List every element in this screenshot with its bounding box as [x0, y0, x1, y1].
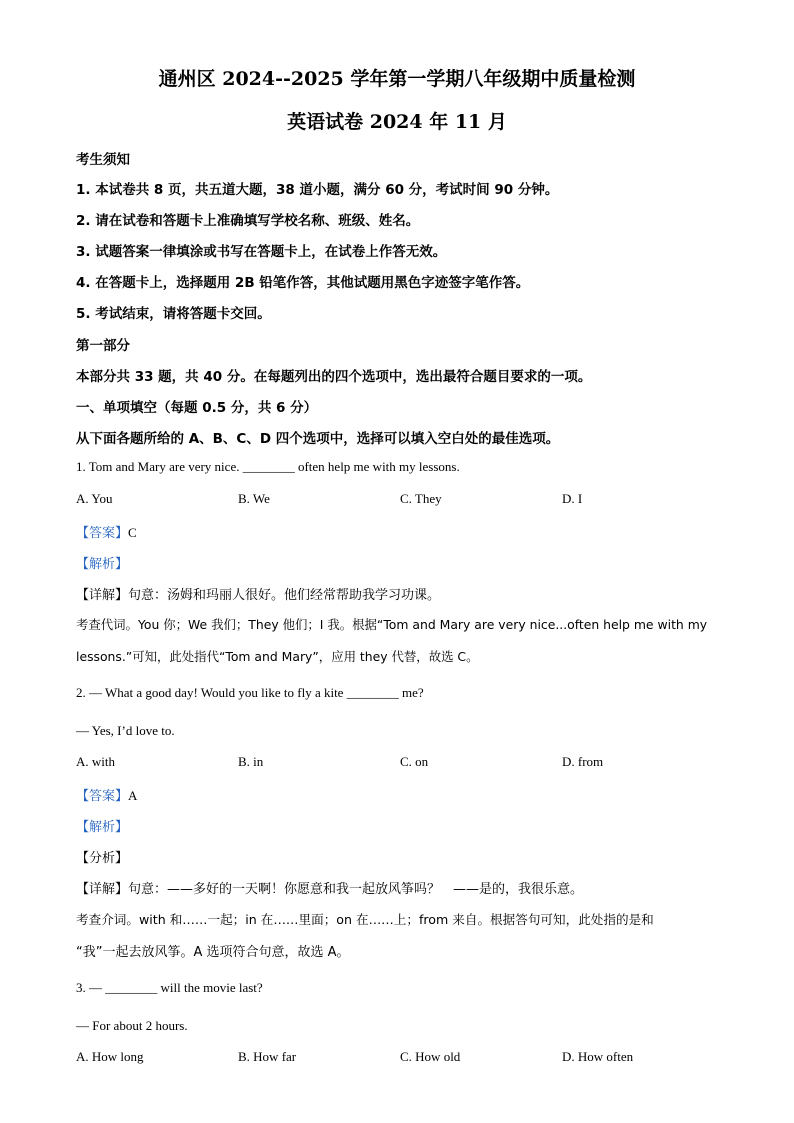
- q3-option-d: D. How often: [562, 1049, 634, 1064]
- q2-detail: 【详解】句意：——多好的一天啊！你愿意和我一起放风筝吗？ ——是的，我很乐意。: [76, 882, 584, 897]
- q2-option-c: C. on: [400, 754, 429, 769]
- q1-explanation-line-2: lessons.”可知，此处指代“Tom and Mary”，应用 they 代替，故选 C。: [76, 649, 479, 664]
- part-heading: 第一部分: [76, 338, 130, 354]
- part-description: 本部分共 33 题，共 40 分。在每题列出的四个选项中，选出最符合题目要求的一项。: [76, 369, 592, 385]
- q2-answer: [76, 785, 137, 804]
- section-heading: 一、单项填空（每题 0.5 分，共 6 分）: [76, 400, 318, 416]
- q1-option-a: A. You: [76, 491, 113, 506]
- q1-explanation-line-1: 考查代词。You 你；We 我们；They 他们；I 我。根据“Tom and Mary are very nice...often help me with my: [76, 617, 708, 632]
- question-1-stem: 1. Tom and Mary are very nice. ________ often help me with my lessons.: [76, 459, 460, 474]
- q3-option-a: A. How long: [76, 1049, 144, 1064]
- exam-subtitle: 英语试卷 2024 年 11 月: [287, 111, 507, 133]
- notice-item-2: 2. 请在试卷和答题卡上准确填写学校名称、班级、姓名。: [76, 213, 420, 229]
- question-3-reply: — For about 2 hours.: [76, 1018, 188, 1033]
- q2-fenxi-tag: 【分析】: [76, 851, 129, 866]
- q1-analysis-tag: 【解析】: [76, 557, 129, 572]
- q2-analysis-tag: 【解析】: [76, 820, 129, 835]
- q3-option-b: B. How far: [238, 1049, 297, 1064]
- q2-option-a: A. with: [76, 754, 115, 769]
- q1-option-b: B. We: [238, 491, 270, 506]
- question-2-reply: — Yes, I’d love to.: [76, 723, 175, 738]
- exam-title: 通州区 2024--2025 学年第一学期八年级期中质量检测: [158, 68, 636, 90]
- q2-option-d: D. from: [562, 754, 604, 769]
- q3-option-c: C. How old: [400, 1049, 461, 1064]
- q2-option-b: B. in: [238, 754, 264, 769]
- notice-item-5: 5. 考试结束，请将答题卡交回。: [76, 306, 271, 322]
- section-description: 从下面各题所给的 A、B、C、D 四个选项中，选择可以填入空白处的最佳选项。: [76, 431, 560, 447]
- question-3-stem: 3. — ________ will the movie last?: [76, 980, 263, 995]
- notice-item-4: 4. 在答题卡上，选择题用 2B 铅笔作答，其他试题用黑色字迹签字笔作答。: [76, 275, 530, 291]
- answer-tag: 【答案】: [76, 526, 129, 541]
- answer-value: A: [128, 788, 138, 803]
- q1-answer: [76, 522, 137, 541]
- notice-item-3: 3. 试题答案一律填涂或书写在答题卡上，在试卷上作答无效。: [76, 244, 447, 260]
- notice-item-1: 1. 本试卷共 8 页，共五道大题，38 道小题，满分 60 分，考试时间 90 分钟。: [76, 182, 559, 198]
- answer-tag: 【答案】: [76, 789, 129, 804]
- q1-option-c: C. They: [400, 491, 442, 506]
- q2-explanation-line-1: 考查介词。with 和……一起；in 在……里面；on 在……上；from 来自。根据答句可知，此处指的是和: [76, 912, 654, 927]
- answer-value: C: [128, 525, 137, 540]
- q1-detail: 【详解】句意：汤姆和玛丽人很好。他们经常帮助我学习功课。: [76, 588, 441, 603]
- q1-option-d: D. I: [562, 491, 583, 506]
- q2-explanation-line-2: “我”一起去放风筝。A 选项符合句意，故选 A。: [76, 945, 350, 960]
- question-2-stem: 2. — What a good day! Would you like to fly a kite ________ me?: [76, 685, 424, 700]
- notice-heading: 考生须知: [76, 152, 130, 168]
